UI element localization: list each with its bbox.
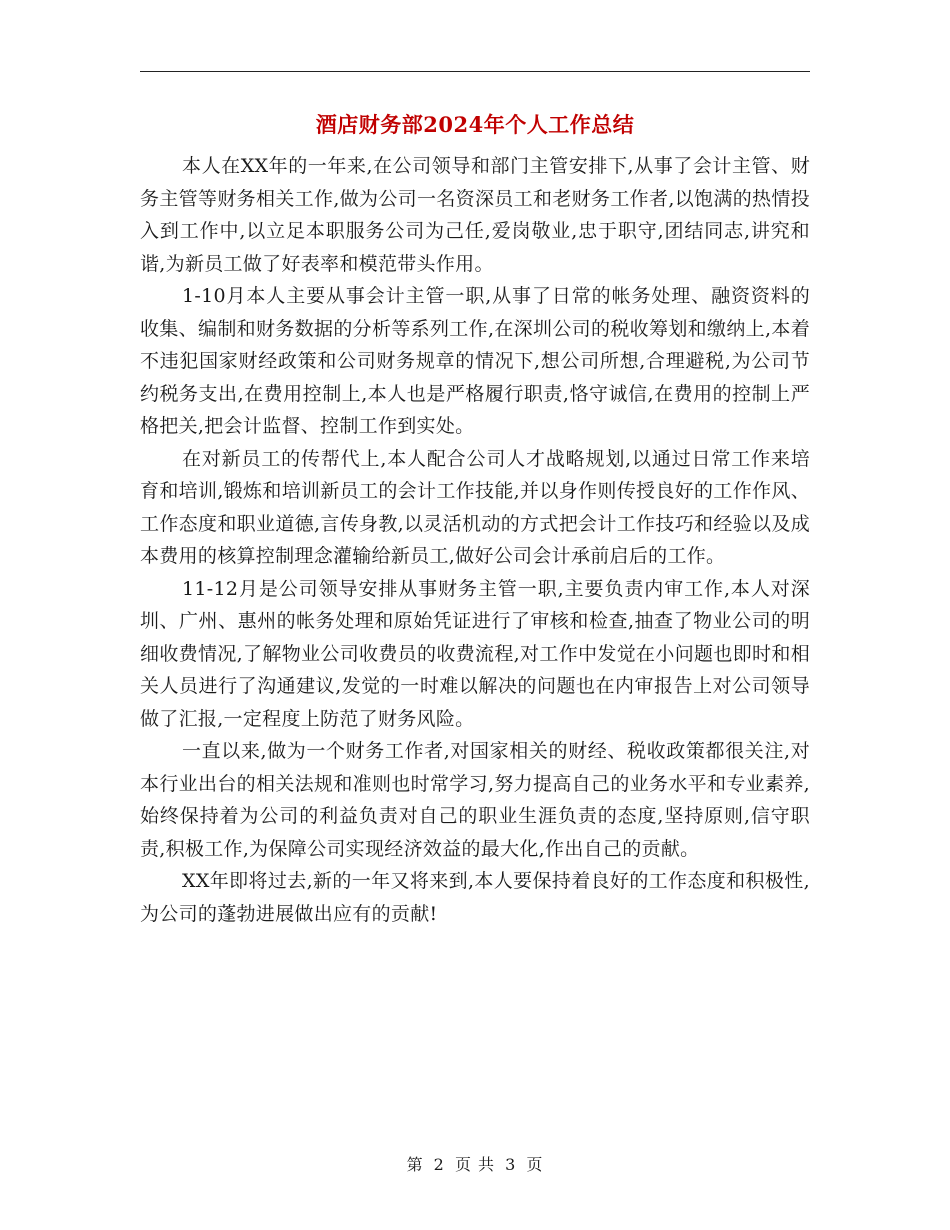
document-body: [140, 150, 810, 930]
paragraph-5: 一直以来,做为一个财务工作者,对国家相关的财经、税收政策都很关注,对本行业出台的相关法规和准则也时常学习,努力提高自己的业务水平和专业素养,始终保持着为公司的利益负责对自己的职业生涯负责的态度,坚持原则,信守职责,积极工作,为保障公司实现经济效益的最大化,作出自己的贡献。: [140, 740, 810, 860]
document-title: 酒店财务部2024年个人工作总结: [315, 112, 635, 137]
footer-suffix: 页: [526, 1155, 544, 1174]
header-rule: [140, 71, 810, 72]
paragraph-3: 在对新员工的传帮代上,本人配合公司人才战略规划,以通过日常工作来培育和培训,锻炼和培训新员工的会计工作技能,并以身作则传授良好的工作作风、工作态度和职业道德,言传身教,以灵活机动的方式把会计工作技巧和经验以及成本费用的核算控制理念灌输给新员工,做好公司会计承前启后的工作。: [140, 447, 810, 567]
paragraph-4: 11-12月是公司领导安排从事财务主管一职,主要负责内审工作,本人对深圳、广州、惠州的帐务处理和原始凭证进行了审核和检查,抽查了物业公司的明细收费情况,了解物业公司收费员的收费流程,对工作中发觉在小问题也即时和相关人员进行了沟通建议,发觉的一时难以解决的问题也在内审报告上对公司领导做了汇报,一定程度上防范了财务风险。: [140, 577, 810, 730]
footer-prefix: 第: [406, 1155, 424, 1174]
paragraph-1: 本人在XX年的一年来,在公司领导和部门主管安排下,从事了会计主管、财务主管等财务相关工作,做为公司一名资深员工和老财务工作者,以饱满的热情投入到工作中,以立足本职服务公司为己任,爱岗敬业,忠于职守,团结同志,讲究和谐,为新员工做了好表率和模范带头作用。: [140, 155, 810, 275]
footer-middle: 页 共: [454, 1155, 496, 1174]
footer-current-page: 2: [433, 1155, 445, 1174]
footer-total-pages: 3: [505, 1155, 517, 1174]
page-footer: [0, 1153, 950, 1177]
paragraph-2: 1-10月本人主要从事会计主管一职,从事了日常的帐务处理、融资资料的收集、编制和财务数据的分析等系列工作,在深圳公司的税收筹划和缴纳上,本着不违犯国家财经政策和公司财务规章的情况下,想公司所想,合理避税,为公司节约税务支出,在费用控制上,本人也是严格履行职责,恪守诚信,在费用的控制上严格把关,把会计监督、控制工作到实处。: [140, 285, 810, 437]
paragraph-6: XX年即将过去,新的一年又将来到,本人要保持着良好的工作态度和积极性,为公司的蓬勃进展做出应有的贡献!: [140, 870, 810, 925]
